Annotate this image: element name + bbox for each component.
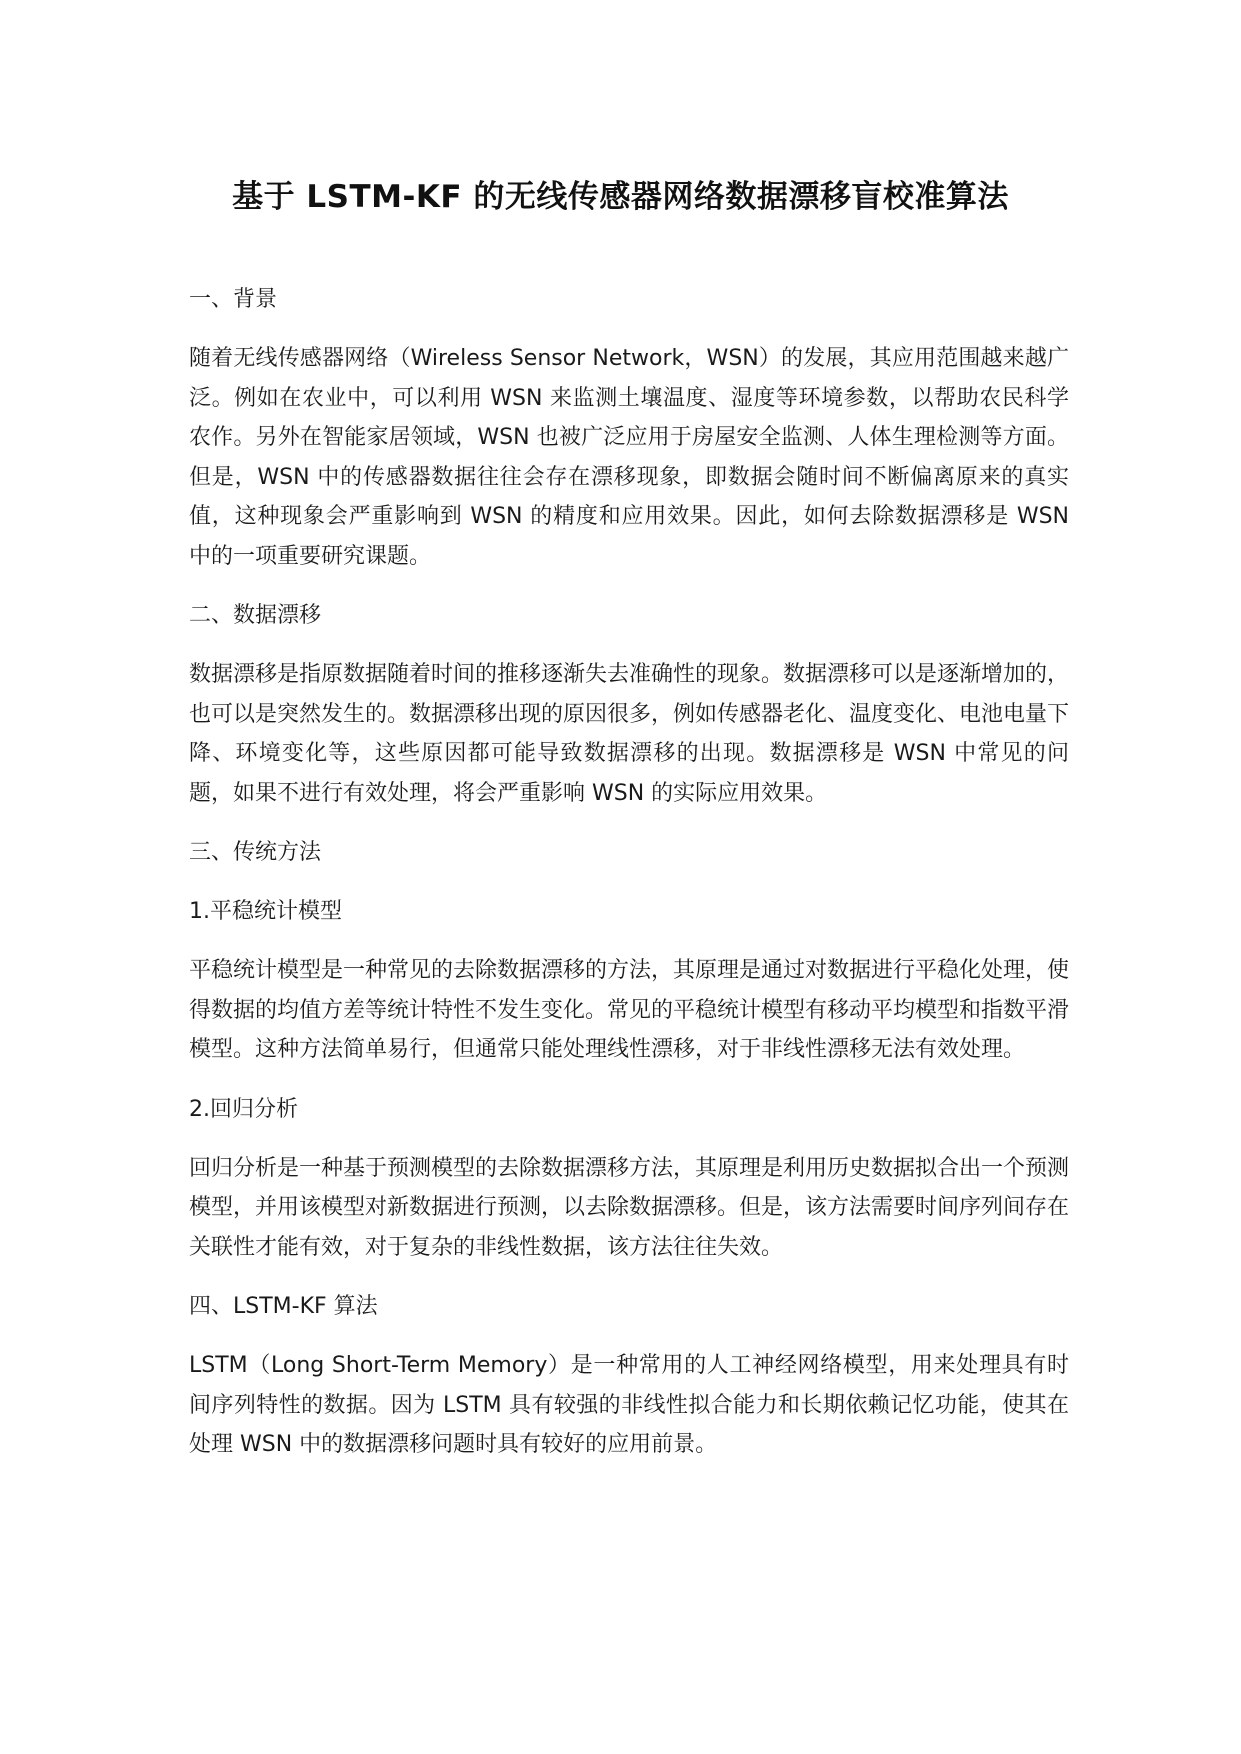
section-heading: 四、LSTM-KF 算法 [189,1294,378,1319]
section-background [189,280,1069,596]
section-heading: 三、传统方法 [189,840,322,865]
section-paragraph: 平稳统计模型是一种常见的去除数据漂移的方法，其原理是通过对数据进行平稳化处理，使得数据的均值方差等统计特性不发生变化。常见的平稳统计模型有移动平均模型和指数平滑模型。这种方法简单易行，但通常只能处理线性漂移，对于非线性漂移无法有效处理。 [189,958,1070,1062]
subsection-regression [189,1090,1069,1288]
section-lstm-kf [189,1287,1069,1465]
subsection-heading: 1.平稳统计模型 [189,899,342,924]
section-heading: 二、数据漂移 [189,603,322,628]
subsection-stationary-model [189,892,1069,1090]
document-body [189,280,1069,1465]
section-traditional-methods [189,833,1069,892]
section-paragraph: 随着无线传感器网络（Wireless Sensor Network，WSN）的发展，其应用范围越来越广泛。例如在农业中，可以利用 WSN 来监测土壤温度、湿度等环境参数，以帮助农民科学农作。另外在智能家居领域，WSN 也被广泛应用于房屋安全监测、人体生理检测等方面。但是，WSN 中的传感器数据往往会存在漂移现象，即数据会随时间不断偏离原来的真实值，这种现象会严重影响到 WSN 的精度和应用效果。因此，如何去除数据漂移是 WSN 中的一项重要研究课题。 [189,346,1069,569]
section-paragraph: 回归分析是一种基于预测模型的去除数据漂移方法，其原理是利用历史数据拟合出一个预测模型，并用该模型对新数据进行预测，以去除数据漂移。但是，该方法需要时间序列间存在关联性才能有效，对于复杂的非线性数据，该方法往往失效。 [189,1155,1070,1260]
document-title: 基于 LSTM-KF 的无线传感器网络数据漂移盲校准算法 [232,179,1009,215]
section-paragraph: LSTM（Long Short-Term Memory）是一种常用的人工神经网络模型，用来处理具有时间序列特性的数据。因为 LSTM 具有较强的非线性拟合能力和长期依赖记忆功能，使其在处理 WSN 中的数据漂移问题时具有较好的应用前景。 [189,1353,1069,1457]
subsection-heading: 2.回归分析 [189,1096,298,1122]
section-paragraph: 数据漂移是指原数据随着时间的推移逐渐失去准确性的现象。数据漂移可以是逐渐增加的，也可以是突然发生的。数据漂移出现的原因很多，例如传感器老化、温度变化、电池电量下降、环境变化等，这些原因都可能导致数据漂移的出现。数据漂移是 WSN 中常见的问题，如果不进行有效处理，将会严重影响 WSN 的实际应用效果。 [189,662,1070,806]
section-heading: 一、背景 [189,287,278,312]
section-data-drift [189,596,1069,833]
